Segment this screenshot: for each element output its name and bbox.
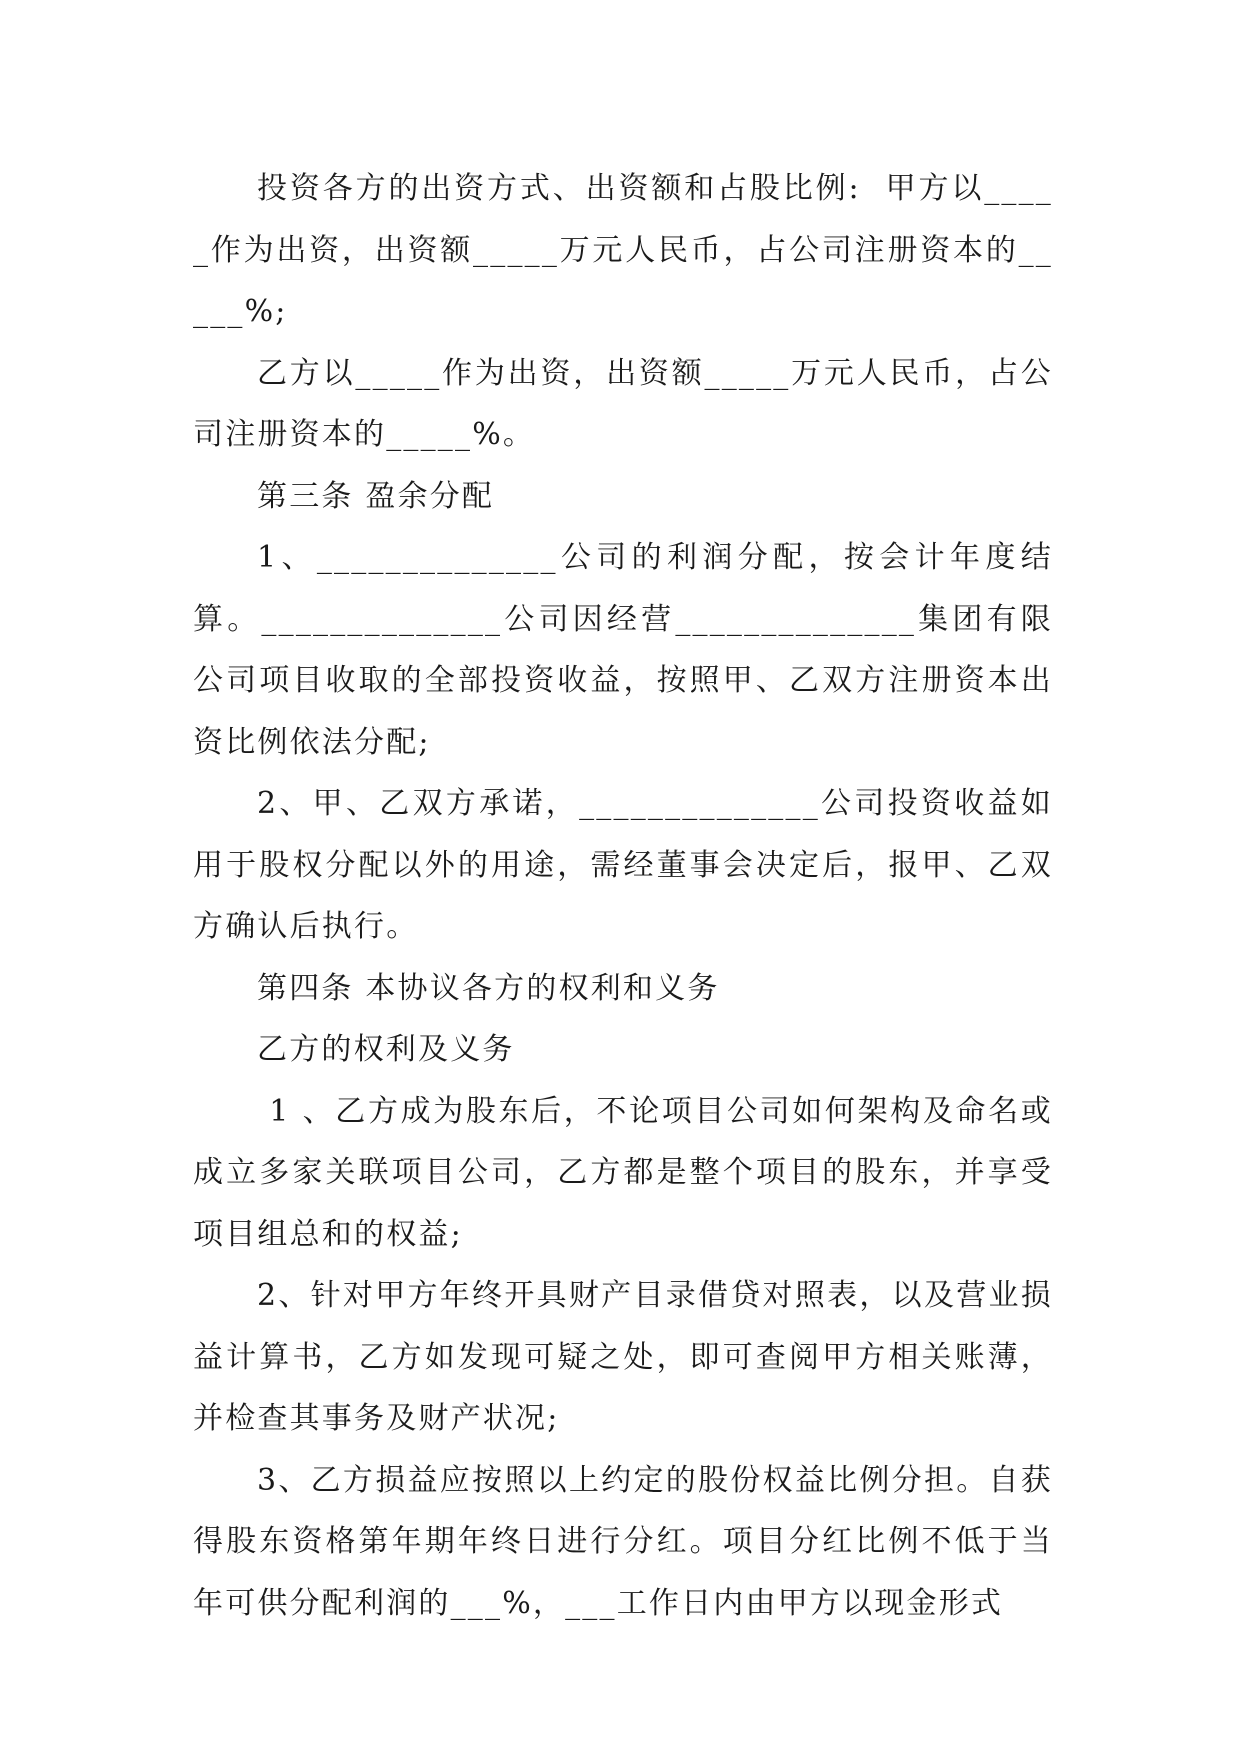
paragraph-rights-item-2: 2、针对甲方年终开具财产目录借贷对照表，以及营业损益计算书，乙方如发现可疑之处，即可查阅甲方相关账薄，并检查其事务及财产状况; xyxy=(193,1278,1053,1436)
section-heading-article-4: 第四条 本协议各方的权利和义务 xyxy=(257,970,720,1006)
section-heading-article-3: 第三条 盈余分配 xyxy=(257,478,495,514)
paragraph-capital-contribution-party-a: 投资各方的出资方式、出资额和占股比例: 甲方以_____作为出资，出资额_____万元人民币，占公司注册资本的_____%; xyxy=(193,171,1053,329)
paragraph-profit-distribution-1: 1、______________公司的利润分配，按会计年度结算。______________公司因经营______________集团有限公司项目收取的全部投资收益，按照甲、乙双方注册资本出资比例依法分配; xyxy=(193,540,1053,760)
paragraph-rights-item-3: 3、乙方损益应按照以上约定的股份权益比例分担。自获得股东资格第年期年终日进行分红。项目分红比例不低于当年可供分配利润的___%，___工作日内由甲方以现金形式 xyxy=(193,1462,1053,1621)
document-body xyxy=(193,158,1053,1634)
paragraph-profit-distribution-2: 2、甲、乙双方承诺，______________公司投资收益如用于股权分配以外的用途，需经董事会决定后，报甲、乙双方确认后执行。 xyxy=(193,786,1053,944)
subheading-party-b-rights: 乙方的权利及义务 xyxy=(257,1032,515,1067)
paragraph-capital-contribution-party-b: 乙方以_____作为出资，出资额_____万元人民币，占公司注册资本的_____%。 xyxy=(193,355,1053,452)
paragraph-rights-item-1: 1 、乙方成为股东后，不论项目公司如何架构及命名或成立多家关联项目公司，乙方都是整个项目的股东，并享受项目组总和的权益; xyxy=(193,1093,1053,1252)
